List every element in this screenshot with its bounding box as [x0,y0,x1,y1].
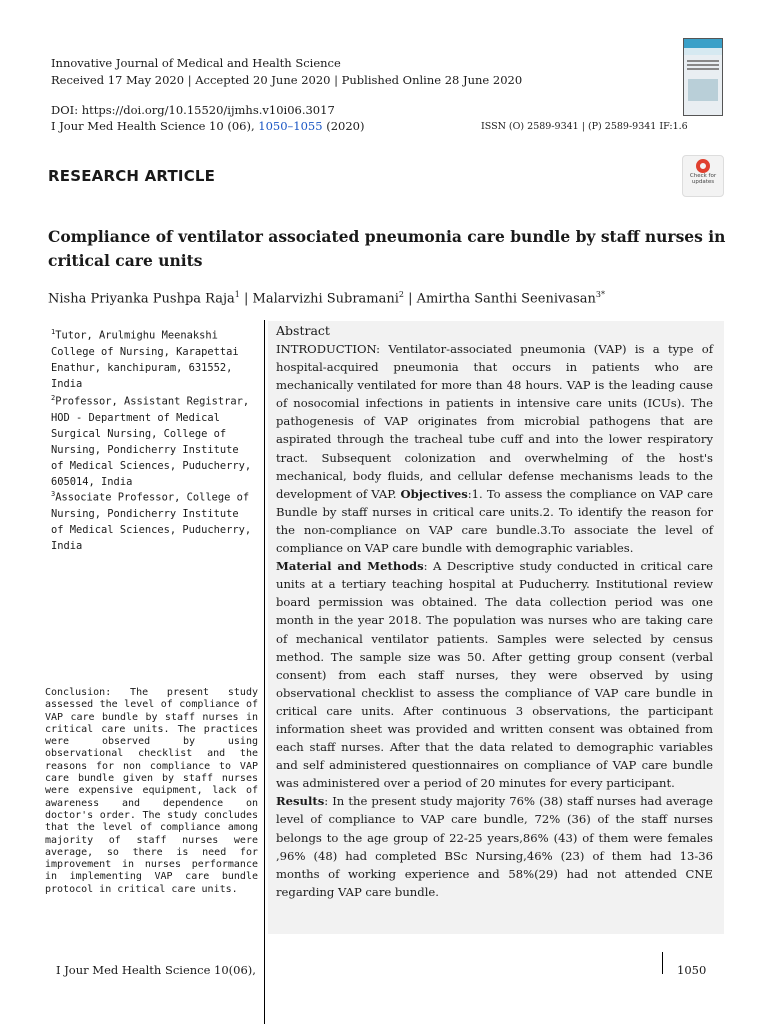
abstract-intro: INTRODUCTION: Ventilator-associated pneumonia (VAP) is a type of hospital-acquired pneumonia that occurs in patients who are mechanically ventilated for more than 48 hours. VAP is the leading cause of nosocomial infections in patients in intensive care units (ICUs). The pathogenesis of VAP originates from microbial pathogens that are aspirated through the tracheal tube cuff and into the lower respiratory tract. Subsequent colonization and overwhelming of the host's mechanical, body fluids, and cellular defense mechanisms leads to the development of VAP. [276,342,713,501]
affiliation-1-sup: 1 [51,328,56,336]
footer-citation: I Jour Med Health Science 10(06), [56,963,256,977]
page-number: 1050 [677,963,707,977]
publication-dates: Received 17 May 2020 | Accepted 20 June 2020 | Published Online 28 June 2020 [51,73,523,87]
citation [51,119,364,134]
affiliation-2 [51,390,256,491]
footer-divider [662,952,663,974]
affiliation-2-sup: 2 [51,394,56,402]
author-3: Amirtha Santhi Seenivasan [416,291,596,307]
author-separator: | [239,291,253,307]
check-updates-icon [696,159,710,173]
affiliation-3 [51,486,256,554]
conclusion-text: Conclusion: The present study assessed the level of compliance of VAP care bundle by staff nurses in critical care units. The practices were observed by using observational checklist and the reasons for non compliance to VAP care bundle given by staff nurses were expensive equipment, lack of awareness and dependence on doctor's order. The study concludes that the level of compliance among majority of staff nurses were average, so there is need for improvement in nurses performance in implementing VAP care bundle protocol in critical care units. [45,687,258,895]
methods-paragraph [276,557,713,792]
journal-cover-thumbnail [683,38,723,116]
abstract-body [276,340,713,901]
author-2: Malarvizhi Subramani [252,291,399,307]
affiliation-3-sup: 3 [51,490,56,498]
article-title: Compliance of ventilator associated pneumonia care bundle by staff nurses in critical care units [48,227,726,270]
badge-line1: Check for [689,173,717,179]
article-type-label: RESEARCH ARTICLE [48,167,216,185]
journal-name: Innovative Journal of Medical and Health Science [51,56,341,70]
author-1-sup: 1 [234,290,240,299]
issn: ISSN (O) 2589-9341 | (P) 2589-9341 IF:1.6 [481,121,688,132]
methods-text: : A Descriptive study conducted in critical care units at a tertiary teaching hospital at Puducherry. Institutional review board permission was obtained. The data collection period was one month in the year 2018. The population was nurses who are taking care of mechanical ventilator patients. Samples were selected by census method. The sample size was 50. After getting group consent (verbal consent) from each staff nurses, they were observed by using observational checklist to assess the compliance of VAP care bundle in critical care units. After continuous 3 observations, the participant information sheet was provided and written consent was obtained from each staff nurses. After that the data related to demographic variables and self administered questionnaires on compliance of VAP care bundle was administered over a period of 20 minutes for every participant. [276,559,713,791]
affiliation-1-text: Tutor, Arulmighu Meenakshi College of Nursing, Karapettai Enathur, kanchipuram, 631552, India [51,329,239,391]
affiliation-3-text: Associate Professor, College of Nursing, Pondicherry Institute of Medical Sciences, Puducherry, India [51,491,252,553]
author-3-sup: 3* [595,290,605,299]
badge-line2: updates [691,179,715,185]
results-text: : In the present study majority 76% (38) staff nurses had average level of compliance to VAP care bundle, 72% (36) of the staff nurses belongs to the age group of 22-25 years,86% (43) of them were females ,96% (48) had completed BSc Nursing,46% (23) of them had 13-36 months of working experience and 58%(29) had not attended CNE regarding VAP care bundle. [276,794,713,899]
citation-prefix: I Jour Med Health Science 10 (06), [51,119,259,133]
citation-pages-link[interactable]: 1050–1055 [258,119,323,133]
author-separator: | [404,291,417,307]
check-for-updates-badge[interactable] [682,155,724,197]
affiliation-1 [51,324,256,392]
doi-link[interactable]: DOI: https://doi.org/10.15520/ijmhs.v10i06.3017 [51,103,335,117]
methods-label: Material and Methods [276,559,424,574]
objectives-text: :1. To assess the compliance on VAP care Bundle by staff nurses in critical care units.2. To identify the reason for the non-compliance on VAP care bundle.3.To associate the level of compliance on VAP care bundle with demographic variables. [276,486,713,556]
abstract-heading: Abstract [276,323,330,338]
author-list [48,290,605,306]
results-paragraph [276,792,713,901]
affiliation-2-text: Professor, Assistant Registrar, HOD - Department of Medical Surgical Nursing, College of Nursing, Pondicherry Institute of Medical Sciences, Puducherry, 605014, India [51,395,252,489]
results-label: Results [276,794,325,809]
column-divider [264,320,265,1024]
objectives-label: Objectives [400,486,468,501]
author-2-sup: 2 [398,290,405,299]
abstract-intro-paragraph [276,340,713,557]
author-1: Nisha Priyanka Pushpa Raja [48,291,235,307]
citation-suffix: (2020) [322,119,365,133]
